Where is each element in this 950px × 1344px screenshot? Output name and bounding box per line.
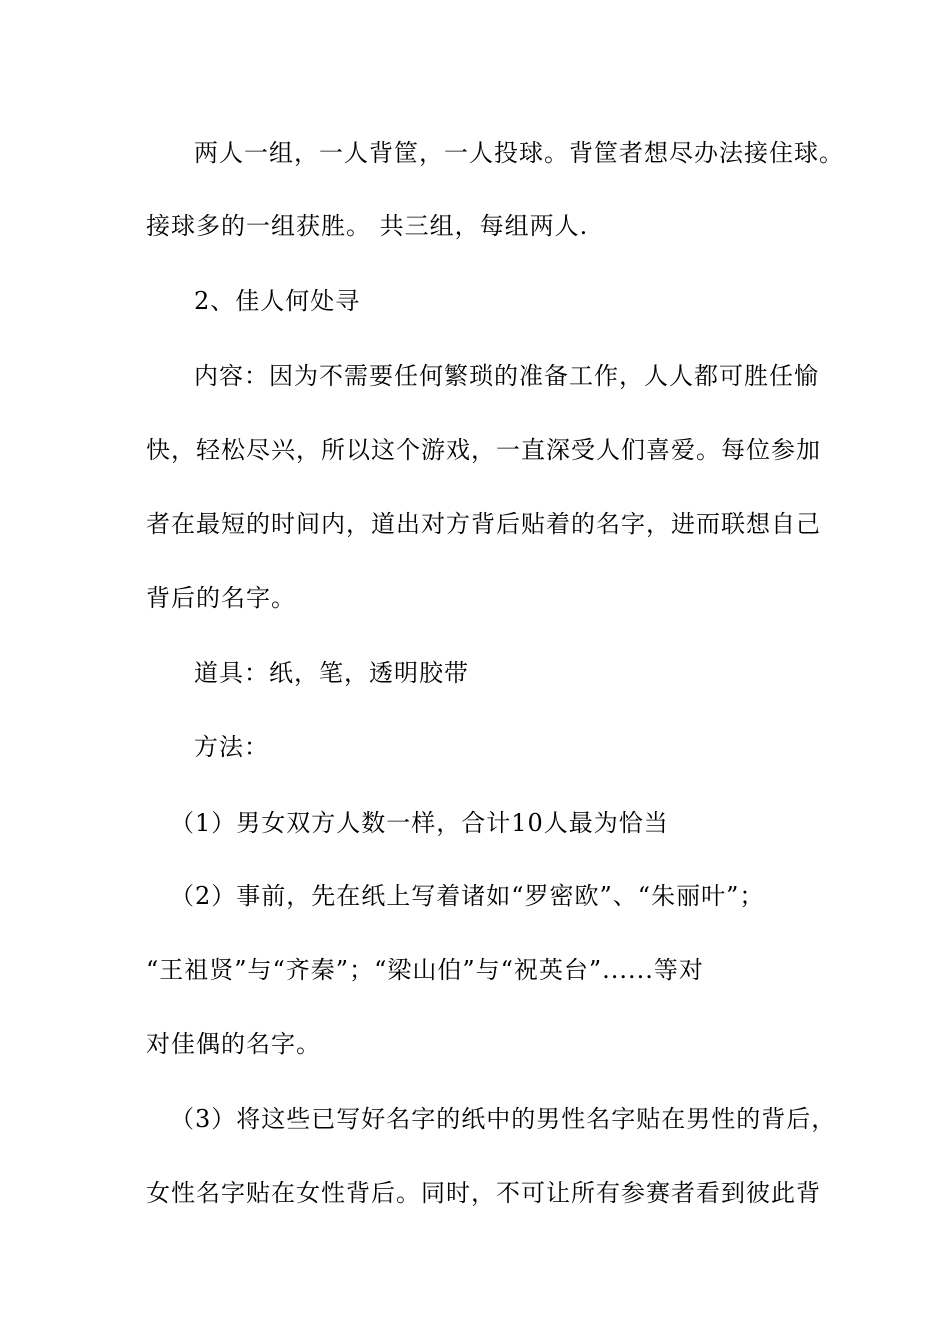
content-line-3: 者在最短的时间内，道出对方背后贴着的名字，进而联想自己 [146, 510, 821, 538]
step-3-line-1: （3）将这些已写好名字的纸中的男性名字贴在男性的背后， [170, 1105, 837, 1133]
step-1: （1）男女双方人数一样，合计10人最为恰当 [170, 809, 669, 837]
section-heading: 2、佳人何处寻 [194, 287, 361, 315]
paragraph-1-line-2: 接球多的一组获胜。 共三组，每组两人. [146, 212, 589, 240]
props-line: 道具：纸，笔，透明胶带 [194, 659, 469, 687]
content-line-2: 快，轻松尽兴，所以这个游戏，一直深受人们喜爱。每位参加 [146, 436, 821, 464]
step-2-line-1: （2）事前，先在纸上写着诸如“罗密欧”、“朱丽叶”； [170, 882, 765, 910]
content-line-1: 内容：因为不需要任何繁琐的准备工作，人人都可胜任愉 [194, 362, 819, 390]
step-3-line-2: 女性名字贴在女性背后。同时，不可让所有参赛者看到彼此背 [146, 1179, 821, 1207]
content-line-4: 背后的名字。 [146, 584, 296, 612]
method-label: 方法： [194, 733, 269, 761]
step-2-line-3: 对佳偶的名字。 [146, 1030, 321, 1058]
paragraph-1-line-1: 两人一组，一人背筐，一人投球。背筐者想尽办法接住球。 [194, 139, 844, 167]
step-2-line-2: “王祖贤”与“齐秦”；“梁山伯”与“祝英台”......等对 [146, 956, 704, 984]
